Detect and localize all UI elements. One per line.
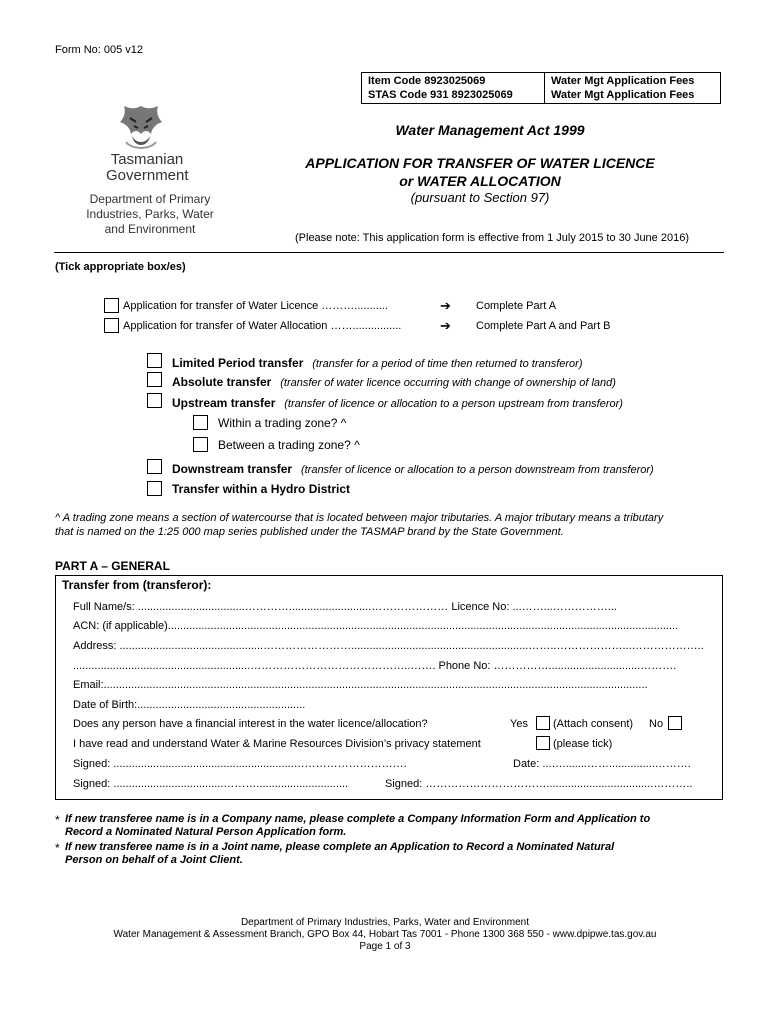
downstream-transfer-desc: (transfer of licence or allocation to a person downstream from transferor) — [300, 464, 654, 476]
logo-text-government: Government — [106, 167, 189, 184]
signature-field-1[interactable]: Signed: ...........................................................…………………………. — [73, 758, 407, 770]
company-note-line-2: Record a Nominated Natural Person Application form. — [65, 826, 347, 838]
within-zone-checkbox[interactable] — [193, 415, 208, 430]
tiger-emblem-icon — [118, 104, 164, 154]
signature-field-3[interactable]: Signed: ……………………………...................................……….. — [385, 778, 693, 790]
logo-text-tasmanian: Tasmanian — [110, 151, 184, 168]
allocation-transfer-target: Complete Part A and Part B — [476, 320, 611, 332]
attach-consent-label: (Attach consent) — [553, 718, 634, 730]
form-number: Form No: 005 v12 — [55, 44, 144, 56]
joint-note-line-1: If new transferee name is in a Joint name, please complete an Application to Record a Nominated Natural — [65, 841, 615, 853]
department-line-3: and Environment — [104, 222, 196, 236]
between-zone-checkbox[interactable] — [193, 437, 208, 452]
address-field[interactable]: Address: ...............................................……………………..........................................................……..………………...……………….. — [73, 640, 704, 652]
yes-label: Yes — [510, 718, 528, 730]
asterisk-icon: * — [55, 841, 60, 855]
footer — [40, 917, 730, 953]
financial-yes-checkbox[interactable] — [536, 716, 550, 730]
joint-note-line-2: Person on behalf of a Joint Client. — [65, 854, 243, 866]
limited-period-title: Limited Period transfer — [172, 356, 304, 370]
financial-no-checkbox[interactable] — [668, 716, 682, 730]
page-number: Page 1 of 3 — [359, 941, 411, 952]
fee-label-1: Water Mgt Application Fees — [551, 75, 695, 87]
form-subtitle: (pursuant to Section 97) — [410, 190, 550, 205]
no-label: No — [649, 718, 664, 730]
arrow-right-icon: ➔ — [440, 318, 451, 333]
licence-transfer-label: Application for transfer of Water Licence ………........... — [123, 300, 388, 312]
fee-label-2: Water Mgt Application Fees — [551, 89, 695, 101]
address-phone-field[interactable]: ..........................................................……………………………………..……. Phone No: ……………..............................………. — [73, 660, 677, 672]
upstream-transfer-checkbox[interactable] — [147, 393, 162, 408]
financial-interest-question: Does any person have a financial interest in the water licence/allocation? — [73, 718, 428, 730]
asterisk-icon: * — [55, 813, 60, 827]
footer-department: Department of Primary Industries, Parks, Water and Environment — [240, 917, 530, 928]
arrow-right-icon: ➔ — [440, 298, 451, 313]
allocation-transfer-label: Application for transfer of Water Allocation ……................ — [123, 320, 402, 332]
allocation-transfer-checkbox[interactable] — [104, 318, 119, 333]
divider — [54, 252, 724, 253]
downstream-transfer-checkbox[interactable] — [147, 459, 162, 474]
limited-period-checkbox[interactable] — [147, 353, 162, 368]
trading-zone-note-line-1: ^ A trading zone means a section of watercourse that is located between major tributaries. A major tributary means a tributary — [55, 512, 664, 524]
please-tick-label: (please tick) — [553, 738, 613, 750]
upstream-transfer-desc: (transfer of licence or allocation to a person upstream from transferor) — [284, 398, 623, 410]
effective-date-note: (Please note: This application form is effective from 1 July 2015 to 30 June 2016) — [295, 232, 689, 244]
form-title-line-2: or WATER ALLOCATION — [399, 173, 561, 189]
between-zone-label: Between a trading zone? ^ — [218, 438, 360, 452]
department-name — [70, 192, 230, 237]
act-title: Water Management Act 1999 — [395, 122, 585, 138]
downstream-transfer-title: Downstream transfer — [172, 462, 293, 476]
department-line-1: Department of Primary — [89, 192, 211, 206]
tick-heading: (Tick appropriate box/es) — [55, 261, 186, 273]
part-a-heading: PART A – GENERAL — [55, 559, 170, 573]
privacy-checkbox[interactable] — [536, 736, 550, 750]
limited-period-desc: (transfer for a period of time then returned to transferor) — [312, 358, 583, 370]
company-note-line-1: If new transferee name is in a Company name, please complete a Company Information Form and Application to — [65, 813, 651, 825]
item-code: Item Code 8923025069 — [368, 75, 486, 87]
stas-code: STAS Code 931 8923025069 — [368, 89, 513, 101]
item-code-table — [361, 72, 721, 104]
transfer-from-heading: Transfer from (transferor): — [62, 578, 212, 592]
form-title-line-1: APPLICATION FOR TRANSFER OF WATER LICENCE — [305, 155, 655, 171]
department-line-2: Industries, Parks, Water — [86, 207, 214, 221]
dob-field[interactable]: Date of Birth:....................................................... — [73, 699, 306, 711]
signature-field-2[interactable]: Signed: ....................................……….............................. — [73, 778, 349, 790]
full-names-field[interactable]: Full Name/s: ...................................…………...........................………………… Licence No: ...……...……………... — [73, 601, 617, 613]
hydro-district-checkbox[interactable] — [147, 481, 162, 496]
email-field[interactable]: Email:.................................................................................................................................................................................. — [73, 679, 648, 691]
acn-field[interactable]: ACN: (if applicable)....................................................................................................................................................................... — [73, 620, 679, 632]
date-field[interactable]: Date: ...…........……...............………. — [513, 758, 691, 770]
absolute-transfer-checkbox[interactable] — [147, 372, 162, 387]
licence-transfer-target: Complete Part A — [476, 300, 557, 312]
within-zone-label: Within a trading zone? ^ — [218, 416, 347, 430]
upstream-transfer-title: Upstream transfer — [172, 396, 276, 410]
absolute-transfer-desc: (transfer of water licence occurring with change of ownership of land) — [280, 377, 616, 389]
trading-zone-note-line-2: that is named on the 1:25 000 map series published under the TASMAP brand by the State Government. — [55, 526, 564, 538]
hydro-district-title: Transfer within a Hydro District — [172, 482, 351, 496]
licence-transfer-checkbox[interactable] — [104, 298, 119, 313]
footer-contact: Water Management & Assessment Branch, GPO Box 44, Hobart Tas 7001 - Phone 1300 368 550 - www.dpipwe.tas.gov.au — [113, 929, 657, 940]
privacy-statement-label: I have read and understand Water & Marine Resources Division’s privacy statement — [73, 738, 481, 750]
absolute-transfer-title: Absolute transfer — [172, 375, 272, 389]
